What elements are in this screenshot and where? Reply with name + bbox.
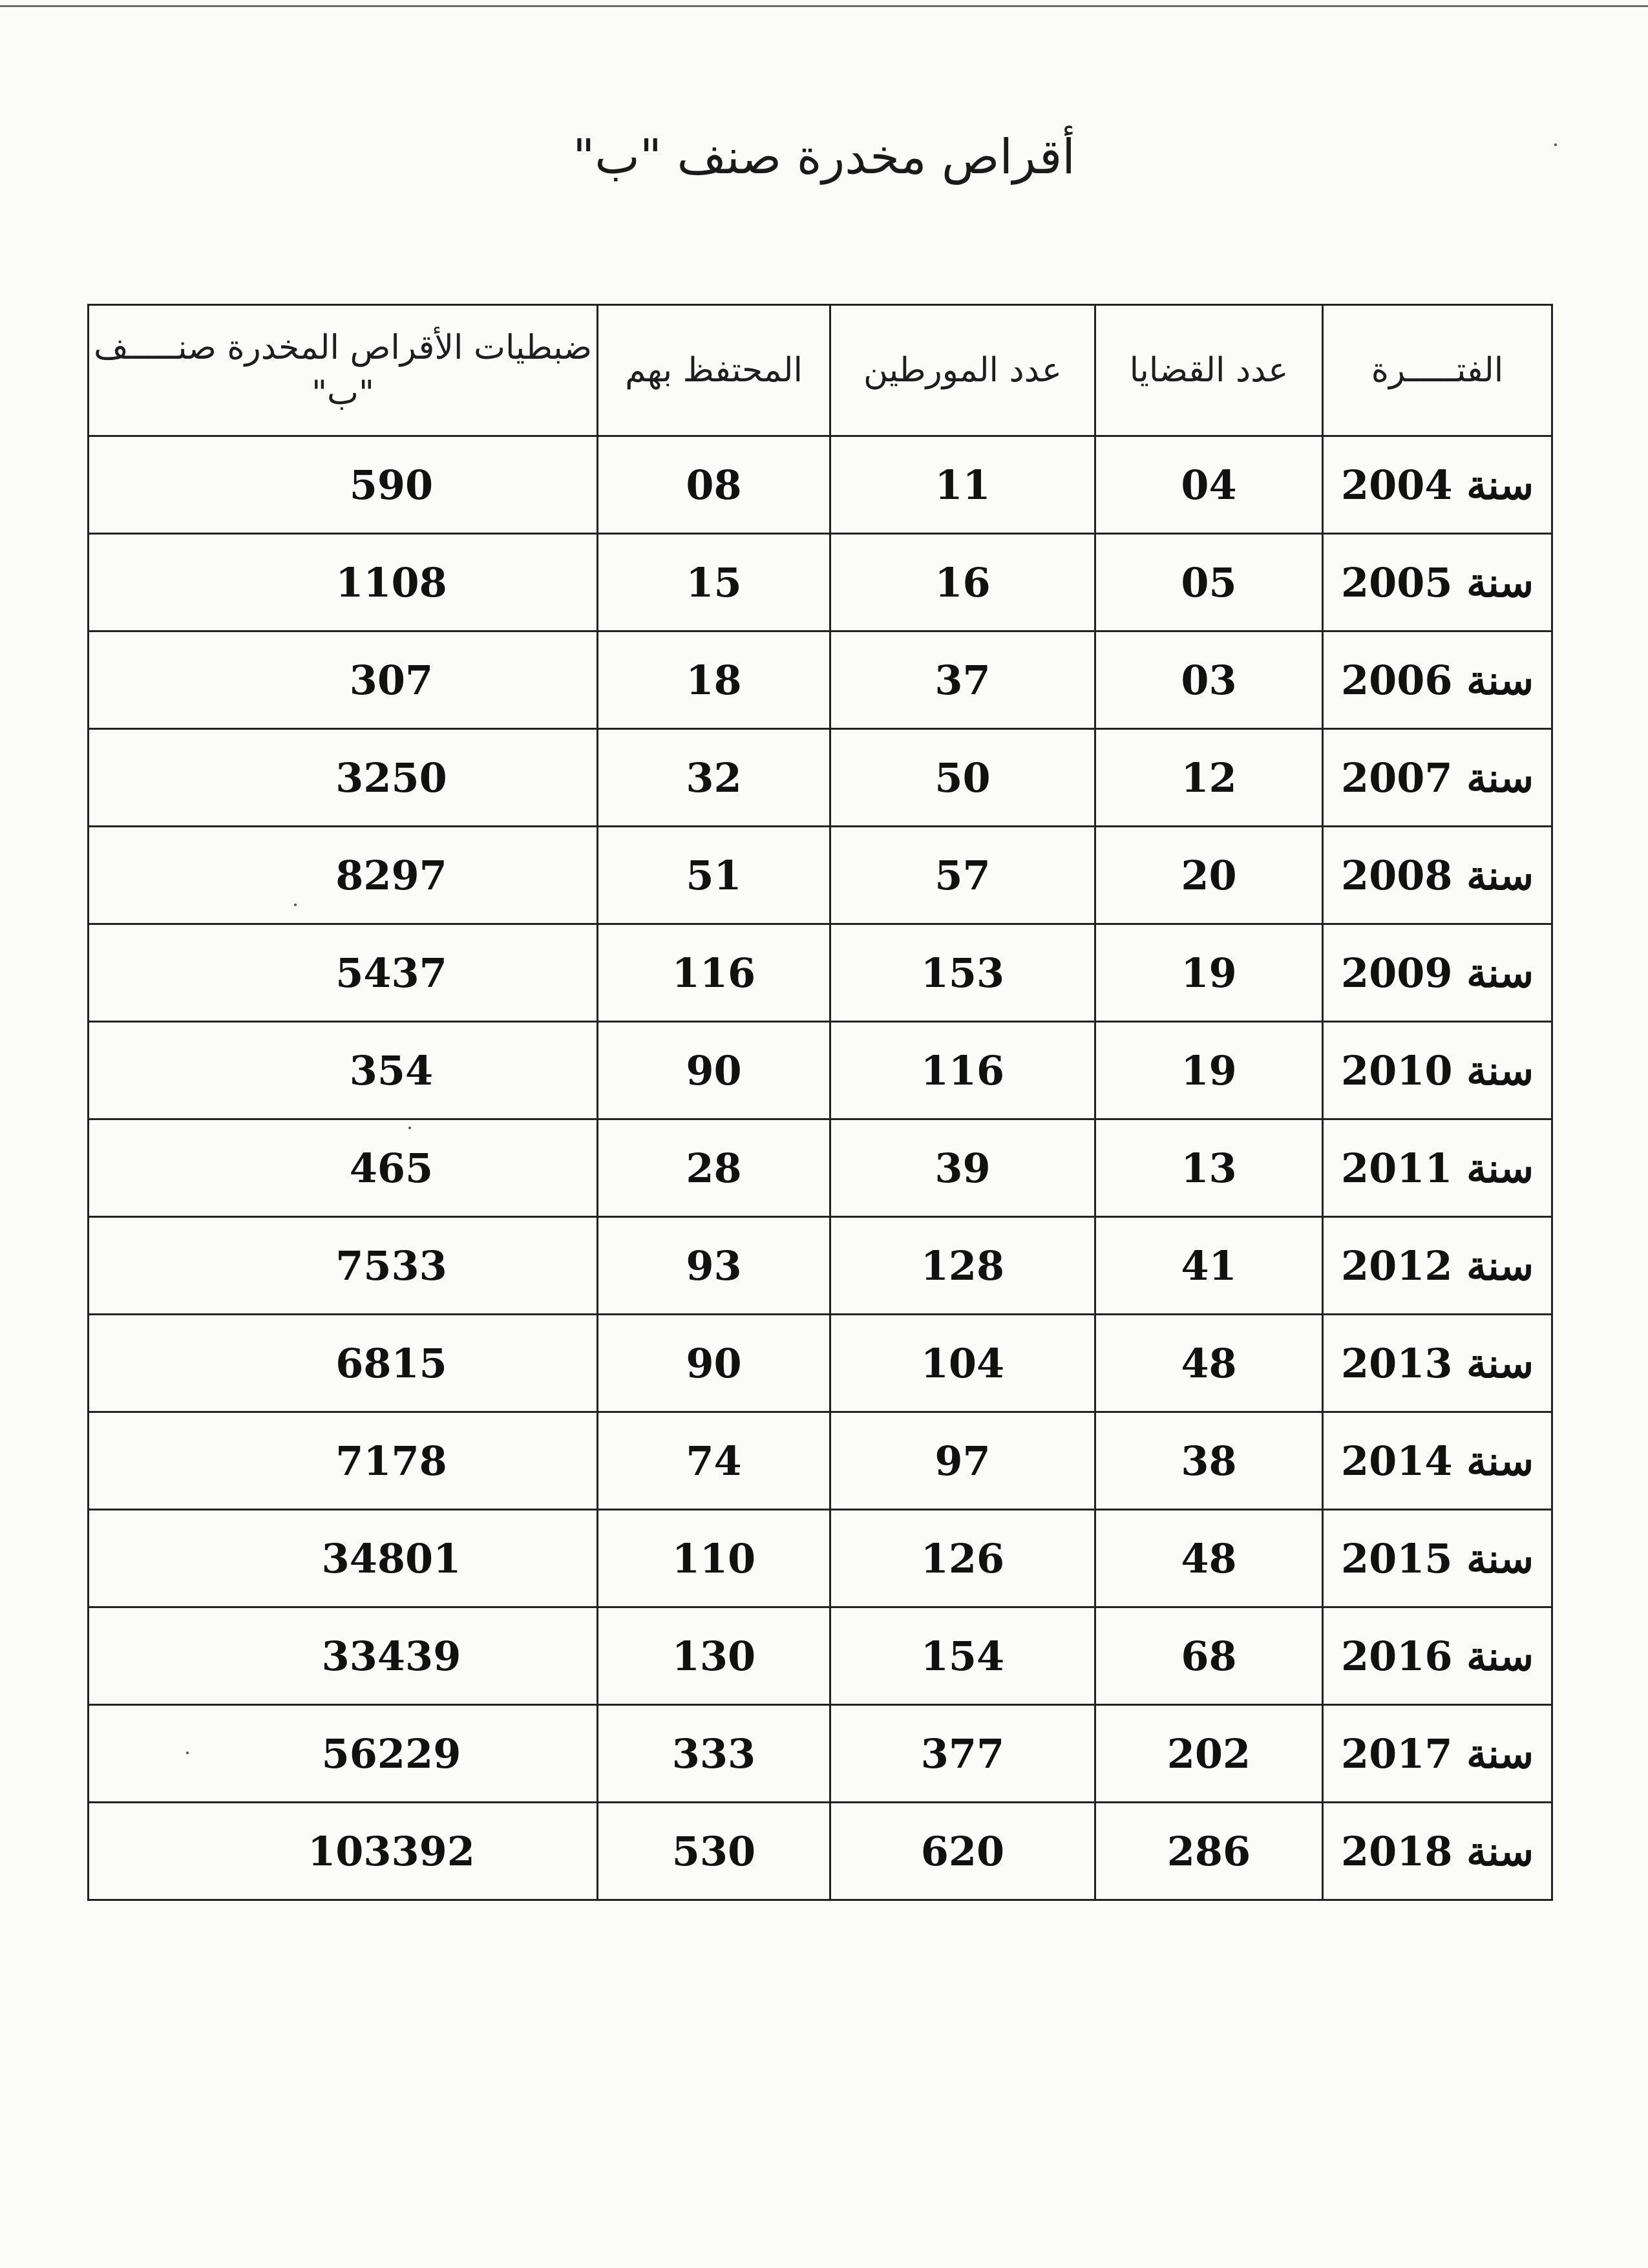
- scan-speck: [186, 1752, 189, 1754]
- cell-cases: 19: [1095, 1022, 1323, 1119]
- table-row: [89, 1705, 1552, 1803]
- cell-seizures: 56229: [89, 1705, 598, 1803]
- cell-held: 530: [598, 1803, 830, 1900]
- table-row: [89, 436, 1552, 534]
- cell-seizures: 8297: [89, 827, 598, 924]
- cell-seizures: 5437: [89, 924, 598, 1022]
- table-row: [89, 827, 1552, 924]
- table-row: [89, 1510, 1552, 1607]
- table-row: [89, 924, 1552, 1022]
- table-row: [89, 1217, 1552, 1315]
- cell-defendants: 104: [830, 1315, 1095, 1412]
- table-row: [89, 534, 1552, 631]
- cell-defendants: 377: [830, 1705, 1095, 1803]
- cell-cases: 286: [1095, 1803, 1323, 1900]
- cell-seizures: 33439: [89, 1607, 598, 1705]
- table-row: [89, 1803, 1552, 1900]
- table-header: [89, 305, 1552, 436]
- cell-period: سنة 2014: [1323, 1412, 1552, 1510]
- header-held: المحتفظ بهم: [598, 305, 830, 436]
- cell-held: 110: [598, 1510, 830, 1607]
- cell-cases: 13: [1095, 1119, 1323, 1217]
- cell-period: سنة 2008: [1323, 827, 1552, 924]
- cell-defendants: 57: [830, 827, 1095, 924]
- cell-period: سنة 2016: [1323, 1607, 1552, 1705]
- cell-cases: 19: [1095, 924, 1323, 1022]
- cell-cases: 12: [1095, 729, 1323, 827]
- cell-seizures: 3250: [89, 729, 598, 827]
- cell-held: 32: [598, 729, 830, 827]
- header-seizures: ضبطيات الأقراص المخدرة صنـــــف "ب": [89, 305, 598, 436]
- cell-defendants: 50: [830, 729, 1095, 827]
- cell-seizures: 590: [89, 436, 598, 534]
- table-row: [89, 1607, 1552, 1705]
- cell-cases: 03: [1095, 631, 1323, 729]
- header-period: الفتـــــرة: [1323, 305, 1552, 436]
- table-row: [89, 1022, 1552, 1119]
- cell-period: سنة 2011: [1323, 1119, 1552, 1217]
- cell-seizures: 103392: [89, 1803, 598, 1900]
- table-row: [89, 729, 1552, 827]
- cell-cases: 68: [1095, 1607, 1323, 1705]
- cell-period: سنة 2010: [1323, 1022, 1552, 1119]
- cell-held: 18: [598, 631, 830, 729]
- cell-period: سنة 2004: [1323, 436, 1552, 534]
- cell-period: سنة 2009: [1323, 924, 1552, 1022]
- cell-held: 130: [598, 1607, 830, 1705]
- cell-held: 90: [598, 1315, 830, 1412]
- cell-cases: 48: [1095, 1315, 1323, 1412]
- cell-period: سنة 2015: [1323, 1510, 1552, 1607]
- cell-held: 08: [598, 436, 830, 534]
- cell-seizures: 354: [89, 1022, 598, 1119]
- cell-held: 116: [598, 924, 830, 1022]
- header-row: [89, 305, 1552, 436]
- cell-period: سنة 2007: [1323, 729, 1552, 827]
- cell-seizures: 7178: [89, 1412, 598, 1510]
- cell-cases: 05: [1095, 534, 1323, 631]
- cell-period: سنة 2017: [1323, 1705, 1552, 1803]
- table-row: [89, 1412, 1552, 1510]
- cell-defendants: 126: [830, 1510, 1095, 1607]
- header-defendants: عدد المورطين: [830, 305, 1095, 436]
- header-cases: عدد القضايا: [1095, 305, 1323, 436]
- cell-defendants: 16: [830, 534, 1095, 631]
- cell-period: سنة 2012: [1323, 1217, 1552, 1315]
- cell-period: سنة 2006: [1323, 631, 1552, 729]
- cell-cases: 202: [1095, 1705, 1323, 1803]
- page-edge: [0, 5, 1648, 7]
- cell-defendants: 97: [830, 1412, 1095, 1510]
- cell-defendants: 39: [830, 1119, 1095, 1217]
- cell-defendants: 620: [830, 1803, 1095, 1900]
- cell-held: 333: [598, 1705, 830, 1803]
- cell-held: 74: [598, 1412, 830, 1510]
- table-row: [89, 1119, 1552, 1217]
- cell-defendants: 11: [830, 436, 1095, 534]
- cell-cases: 48: [1095, 1510, 1323, 1607]
- cell-seizures: 307: [89, 631, 598, 729]
- cell-held: 51: [598, 827, 830, 924]
- cell-cases: 04: [1095, 436, 1323, 534]
- table-row: [89, 1315, 1552, 1412]
- cell-seizures: 1108: [89, 534, 598, 631]
- cell-cases: 41: [1095, 1217, 1323, 1315]
- cell-defendants: 116: [830, 1022, 1095, 1119]
- document-title: أقراص مخدرة صنف "ب": [573, 129, 1075, 185]
- cell-held: 90: [598, 1022, 830, 1119]
- cell-cases: 20: [1095, 827, 1323, 924]
- cell-period: سنة 2005: [1323, 534, 1552, 631]
- table-body: [89, 436, 1552, 1900]
- cell-held: 93: [598, 1217, 830, 1315]
- scan-speck: [294, 904, 297, 906]
- cell-seizures: 6815: [89, 1315, 598, 1412]
- cell-held: 28: [598, 1119, 830, 1217]
- cell-defendants: 128: [830, 1217, 1095, 1315]
- cell-seizures: 34801: [89, 1510, 598, 1607]
- cell-cases: 38: [1095, 1412, 1323, 1510]
- scan-speck: [1554, 143, 1557, 146]
- statistics-table: [87, 304, 1553, 1901]
- scan-speck: [408, 1127, 411, 1129]
- cell-held: 15: [598, 534, 830, 631]
- cell-defendants: 37: [830, 631, 1095, 729]
- cell-defendants: 154: [830, 1607, 1095, 1705]
- table-row: [89, 631, 1552, 729]
- cell-seizures: 7533: [89, 1217, 598, 1315]
- cell-seizures: 465: [89, 1119, 598, 1217]
- cell-defendants: 153: [830, 924, 1095, 1022]
- cell-period: سنة 2018: [1323, 1803, 1552, 1900]
- cell-period: سنة 2013: [1323, 1315, 1552, 1412]
